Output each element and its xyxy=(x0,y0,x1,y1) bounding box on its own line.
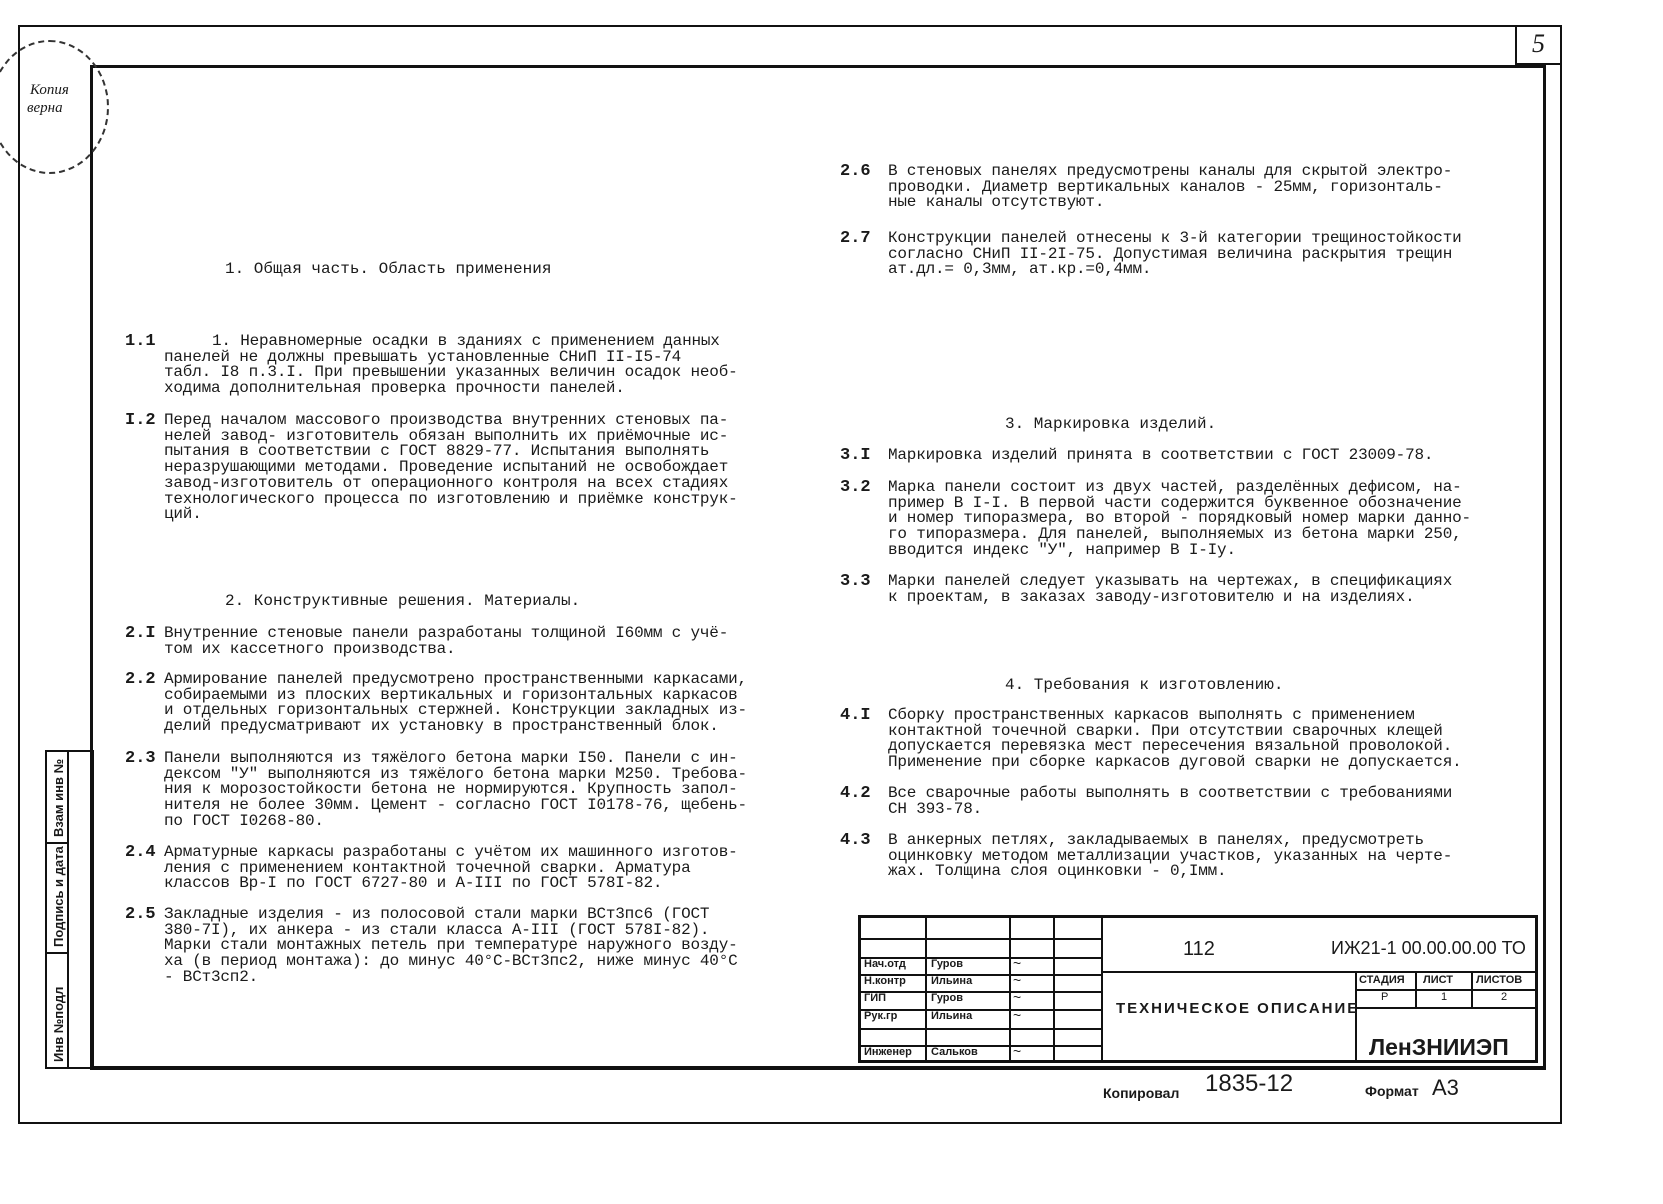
document-title: ТЕХНИЧЕСКОЕ ОПИСАНИЕ xyxy=(1116,1000,1360,1017)
clause-text-line: ные каналы отсутствуют. xyxy=(888,193,1105,212)
stamp-text: верна xyxy=(27,100,63,116)
clause-text-line: согласно СНиП II-2I-75. Допустимая величина раскрытия трещин xyxy=(888,244,1453,263)
clause-text-line: и номер типоразмера, во второй - порядковый номер марки данно- xyxy=(888,509,1471,528)
clause-number: 2.7 xyxy=(840,229,871,248)
clause-text-line: оцинковку методом металлизации участков, указанных на черте- xyxy=(888,846,1453,865)
clause-text-line: ния к морозостойкости бетона не нормируются. Крупность запол- xyxy=(164,780,738,799)
signature-icon: ~ xyxy=(1013,955,1022,971)
clause-text-line: Марки стали монтажных петель при температуре наружного возду- xyxy=(164,936,738,955)
clause-number: 2.2 xyxy=(125,670,156,689)
clause-text-line: Марки панелей следует указывать на чертежах, в спецификациях xyxy=(888,572,1453,590)
signer-name: Гуров xyxy=(931,992,963,1004)
clause-text-line: СН 393-78. xyxy=(888,799,983,818)
signer-role: ГИП xyxy=(864,992,887,1004)
signer-name: Сальков xyxy=(931,1046,978,1058)
clause-text-line: пример В I-I. В первой части содержится буквенное обозначение xyxy=(888,493,1462,512)
signer-role: Инженер xyxy=(864,1046,912,1058)
clause-text-line: нителя не более 30мм. Цемент - согласно ГОСТ I0178-76, щебень- xyxy=(164,796,747,815)
grid-line xyxy=(1355,1007,1538,1009)
clause-text-line: табл. I8 п.3.I. При превышении указанных величин осадок необ- xyxy=(164,363,738,382)
grid-line xyxy=(1355,971,1357,1063)
clause-text-line: собираемыми из плоских вертикальных и горизонтальных каркасов xyxy=(164,685,738,704)
signer-role: Н.контр xyxy=(864,975,906,987)
clause-text-line: панелей не должны превышать установленные СНиП II-I5-74 xyxy=(164,347,682,366)
stage-value: Р xyxy=(1381,991,1389,1003)
clause-text-line: делий предусматривают их установку в пространственный блок. xyxy=(164,717,719,736)
clause-text-line: по ГОСТ I0268-80. xyxy=(164,811,324,830)
clause-text-line: к проектам, в заказах заводу-изготовителю и на изделиях. xyxy=(888,587,1415,606)
document-code: ИЖ21-1 00.00.00.00 ТО xyxy=(1331,938,1526,958)
clause-text-line: Сборку пространственных каркасов выполнять с применением xyxy=(888,706,1415,724)
signature-icon: ~ xyxy=(1013,972,1022,988)
clause-text-line: ций. xyxy=(164,505,202,524)
signature-icon: ~ xyxy=(1013,1043,1022,1059)
clause-text-line: контактной точечной сварки. При отсутствии сварочных клещей xyxy=(888,721,1443,740)
clause-text-line: Применение при сборке каркасов дуговой сварки не допускается. xyxy=(888,753,1462,772)
clause-text-line: В стеновых панелях предусмотрены каналы для скрытой электро- xyxy=(888,162,1453,180)
title-block xyxy=(858,915,1538,1063)
clause-text-line: го типоразмера. Для панелей, выполняемых из бетона марки 250, xyxy=(888,525,1462,544)
clause-text-line: Внутренние стеновые панели разработаны толщиной I60мм с учё- xyxy=(164,624,729,642)
signer-name: Ильина xyxy=(931,1010,973,1022)
clause-text-line: нелей завод- изготовитель обязан выполнить их приёмочные ис- xyxy=(164,426,729,445)
grid-line xyxy=(861,1028,1101,1030)
clause-number: 2.6 xyxy=(840,162,871,181)
signature-icon: ~ xyxy=(1013,989,1022,1005)
section-heading: 1. Общая часть. Область применения xyxy=(225,260,552,278)
clause-text-line: aт.дл.= 0,3мм, aт.кр.=0,4мм. xyxy=(888,260,1152,279)
clause-text-line: 380-7I), их анкера - из стали класса А-III (ГОСТ 578I-82). xyxy=(164,920,710,939)
grid-line xyxy=(1101,918,1103,1060)
copied-value: 1835-12 xyxy=(1205,1070,1294,1097)
clause-text-line: допускается перевязка мест пересечения вязальной проволокой. xyxy=(888,737,1453,756)
clause-text-line: Арматурные каркасы разработаны с учётом их машинного изготов- xyxy=(164,843,738,861)
side-label: Инв №подл xyxy=(51,986,66,1062)
clause-text-line: Марка панели состоит из двух частей, разделённых дефисом, на- xyxy=(888,478,1462,496)
clause-text-line: классов Вр-I по ГОСТ 6727-80 и А-III по ГОСТ 578I-82. xyxy=(164,874,663,893)
clause-text-line: вводится индекс "У", например В I-Iу. xyxy=(888,540,1236,559)
clause-number: 2.3 xyxy=(125,749,156,768)
section-heading: 4. Требования к изготовлению. xyxy=(1005,676,1284,694)
clause-text-line: Панели выполняются из тяжёлого бетона марки I50. Панели с ин- xyxy=(164,749,738,767)
signer-role: Рук.гр xyxy=(864,1010,898,1022)
clause-text-line: том их кассетного производства. xyxy=(164,639,456,658)
clause-text-line: Все сварочные работы выполнять в соответствии с требованиями xyxy=(888,784,1453,802)
clause-text-line: 1. Неравномерные осадки в зданиях с применением данных xyxy=(212,332,720,350)
clause-text-line: жах. Толщина слоя оцинковки - 0,Iмм. xyxy=(888,862,1227,881)
clause-text-line: ходима дополнительная проверка прочности панелей. xyxy=(164,379,625,398)
clause-text-line: технологического процесса по изготовлению и приёмке конструк- xyxy=(164,489,738,508)
clause-number: 2.I xyxy=(125,624,156,643)
copied-label: Копировал xyxy=(1103,1085,1180,1101)
clause-number: 3.I xyxy=(840,446,871,465)
clause-text-line: Перед началом массового производства внутренних стеновых па- xyxy=(164,411,729,429)
clause-text-line: В анкерных петлях, закладываемых в панелях, предусмотреть xyxy=(888,831,1424,849)
clause-text-line: Закладные изделия - из полосовой стали марки ВСт3пс6 (ГОСТ xyxy=(164,905,710,923)
section-heading: 2. Конструктивные решения. Материалы. xyxy=(225,592,581,610)
clause-text-line: неразрушающими методами. Проведение испытаний не освобождает xyxy=(164,458,729,477)
clause-text-line: и отдельных горизонтальных стержней. Конструкции закладных из- xyxy=(164,701,747,720)
clause-text-line: Армирование панелей предусмотрено пространственными каркасами, xyxy=(164,670,747,688)
clause-text-line: ления с применением контактной точечной сварки. Арматура xyxy=(164,858,691,877)
clause-text-line: дексом "У" выполняются из тяжёлого бетона марки М250. Требова- xyxy=(164,764,747,783)
clause-text-line: пытания в соответствии с ГОСТ 8829-77. Испытания выполнять xyxy=(164,442,710,461)
clause-text-line: завод-изготовитель от операционного контроля на всех стадиях xyxy=(164,473,729,492)
sheets-value: 2 xyxy=(1501,991,1508,1003)
stamp-text: Копия xyxy=(30,82,69,98)
section-heading: 3. Маркировка изделий. xyxy=(1005,415,1217,433)
signer-role: Нач.отд xyxy=(864,958,906,970)
clause-number: 3.2 xyxy=(840,478,871,497)
clause-number: 2.4 xyxy=(125,843,156,862)
clause-number: 4.3 xyxy=(840,831,871,850)
sheet-label: ЛИСТ xyxy=(1423,974,1454,986)
album-number: 112 xyxy=(1183,938,1215,960)
side-label: Подпись и дата xyxy=(51,846,66,947)
clause-number: 3.3 xyxy=(840,572,871,591)
side-stamp xyxy=(45,750,94,1069)
organization-name: ЛенЗНИИЭП xyxy=(1369,1034,1509,1060)
grid-line xyxy=(861,991,1101,993)
format-value: А3 xyxy=(1432,1075,1459,1100)
clause-text-line: Конструкции панелей отнесены к 3-й категории трещиностойкости xyxy=(888,229,1462,247)
signer-name: Ильина xyxy=(931,975,973,987)
clause-text-line: проводки. Диаметр вертикальных каналов - 25мм, горизонталь- xyxy=(888,177,1443,196)
grid-line xyxy=(861,938,1101,940)
signature-icon: ~ xyxy=(1013,1007,1022,1023)
stage-label: СТАДИЯ xyxy=(1359,974,1405,986)
format-label: Формат xyxy=(1365,1083,1419,1099)
clause-text-line: Маркировка изделий принята в соответствии с ГОСТ 23009-78. xyxy=(888,446,1434,464)
clause-number: 2.5 xyxy=(125,905,156,924)
sheet-value: 1 xyxy=(1441,991,1448,1003)
clause-number: I.2 xyxy=(125,411,156,430)
clause-number: 4.2 xyxy=(840,784,871,803)
page-number: 5 xyxy=(1515,25,1560,65)
side-label: Взам инв № xyxy=(51,758,66,837)
sheets-label: ЛИСТОВ xyxy=(1476,974,1523,986)
clause-number: 1.1 xyxy=(125,332,156,351)
clause-number: 4.I xyxy=(840,706,871,725)
clause-text-line: ха (в период монтажа): до минус 40°С-ВСт3пс2, ниже минус 40°С xyxy=(164,952,738,971)
clause-text-line: - ВСт3сп2. xyxy=(164,967,259,986)
signer-name: Гуров xyxy=(931,958,963,970)
